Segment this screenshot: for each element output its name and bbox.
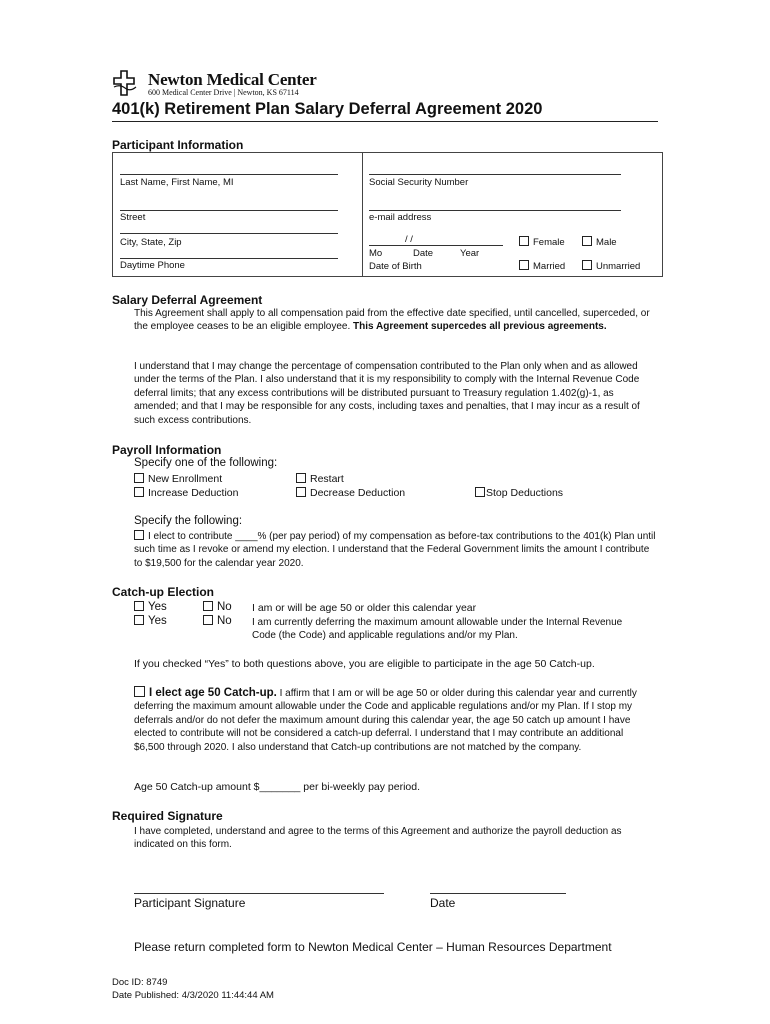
female-option[interactable]: Female [519, 236, 565, 248]
catchup-heading: Catch-up Election [112, 585, 215, 599]
signature-text: I have completed, understand and agree to the terms of this Agreement and authorize the payroll deduction as indicated on this form. [134, 826, 622, 851]
doc-id: Doc ID: 8749 [112, 977, 168, 988]
q1-yes-option[interactable]: Yes [134, 601, 167, 613]
q1-text: I am or will be age 50 or older this calendar year [252, 602, 477, 614]
male-checkbox[interactable] [582, 236, 592, 246]
salary-paragraph-2: I understand that I may change the percentage of compensation contributed to the Plan only when and as allowed under the terms of the Plan. I also understand that it is my responsibility to comply with the Internal Revenue Code deferral limits; that any excess contributions will be distributed pursuant to Treasury regulation 1.402(g)-1, as amended; and that I may be responsible for any costs, including taxes and penalties, that I may incur as a result of such excess contributions. [134, 361, 640, 426]
last-name-label: Last Name, First Name, MI [120, 177, 234, 188]
q1-no-checkbox[interactable] [203, 601, 213, 611]
dob-field[interactable] [369, 245, 503, 246]
logo-name: Newton Medical Center [148, 70, 317, 89]
q2-no-option[interactable]: No [203, 615, 232, 627]
signature-date-field[interactable] [430, 893, 566, 894]
married-checkbox[interactable] [519, 260, 529, 270]
dob-label: Date of Birth [369, 261, 422, 272]
logo-address: 600 Medical Center Drive | Newton, KS 67114 [148, 88, 299, 97]
participant-heading: Participant Information [112, 138, 244, 152]
stop-deductions-option[interactable]: Stop Deductions [475, 487, 563, 499]
increase-deduction-option[interactable]: Increase Deduction [134, 487, 238, 499]
q1-no-option[interactable]: No [203, 601, 232, 613]
q2-yes-option[interactable]: Yes [134, 615, 167, 627]
q1-yes-checkbox[interactable] [134, 601, 144, 611]
q2-no-checkbox[interactable] [203, 615, 213, 625]
new-enrollment-option[interactable]: New Enrollment [134, 473, 222, 485]
eligible-note: If you checked “Yes” to both questions above, you are eligible to participate in the age 50 Catch-up. [134, 658, 595, 670]
participant-signature-label: Participant Signature [134, 896, 246, 910]
decrease-deduction-checkbox[interactable] [296, 487, 306, 497]
payroll-heading: Payroll Information [112, 443, 222, 457]
increase-deduction-checkbox[interactable] [134, 487, 144, 497]
return-note: Please return completed form to Newton Medical Center – Human Resources Department [134, 940, 612, 954]
signature-date-label: Date [430, 896, 456, 910]
daytime-phone-field[interactable] [120, 258, 338, 259]
stop-deductions-checkbox[interactable] [475, 487, 485, 497]
ssn-field[interactable] [369, 174, 621, 175]
newton-medical-cross-logo-icon [112, 70, 138, 96]
salary-heading: Salary Deferral Agreement [112, 293, 263, 307]
specify-label: Specify the following: [134, 515, 243, 527]
name-field[interactable] [120, 174, 338, 175]
daytime-phone-label: Daytime Phone [120, 260, 185, 271]
married-option[interactable]: Married [519, 260, 565, 272]
email-field[interactable] [369, 210, 621, 211]
city-label: City, State, Zip [120, 237, 182, 248]
new-enrollment-checkbox[interactable] [134, 473, 144, 483]
email-label: e-mail address [369, 212, 432, 223]
dob-year-label: Year [460, 248, 480, 259]
catchup-election: I elect age 50 Catch-up. I affirm that I am or will be age 50 or older during this calendar year and currently deferring the maximum amount allowable under the Code and applicable regulations and/or my Plan. If I stop my deferrals and/or do not defer the maximum amount during this calendar year, the age 50 catch up amount I have elected to contribute will not be considered a catch-up deferral. I understand that I may contribute an additional $6,500 through 2020. I also understand that Catch-up contributions are not matched by the company. [134, 687, 637, 753]
catchup-amount-line: Age 50 Catch-up amount $_______ per bi-weekly pay period. [134, 781, 421, 793]
catchup-election-checkbox[interactable] [134, 686, 145, 697]
dob-mo-label: Mo [369, 248, 383, 259]
dob-slashes: / / [405, 234, 413, 245]
female-checkbox[interactable] [519, 236, 529, 246]
restart-option[interactable]: Restart [296, 473, 344, 485]
street-label: Street [120, 212, 146, 223]
elect-contribution-checkbox[interactable] [134, 530, 144, 540]
restart-checkbox[interactable] [296, 473, 306, 483]
page-title: 401(k) Retirement Plan Salary Deferral Agreement 2020 [112, 100, 543, 118]
decrease-deduction-option[interactable]: Decrease Deduction [296, 487, 405, 499]
date-published: Date Published: 4/3/2020 11:44:44 AM [112, 990, 274, 1001]
unmarried-option[interactable]: Unmarried [582, 260, 640, 272]
dob-date-label: Date [413, 248, 434, 259]
male-option[interactable]: Male [582, 236, 617, 248]
specify-one-label: Specify one of the following: [134, 457, 278, 469]
signature-heading: Required Signature [112, 809, 223, 823]
elect-contribution: I elect to contribute ____% (per pay period) of my compensation as before-tax contributions to the 401(k) Plan until such time as I revoke or amend my election. I understand that the Federal Government limits the amount I contribute to $19,500 for the calendar year 2020. [134, 531, 656, 569]
street-field[interactable] [120, 210, 338, 211]
title-divider [112, 121, 658, 122]
q2-text: I am currently deferring the maximum amount allowable under the Internal Revenue Code (the Code) and applicable regulations and/or my Plan. [252, 617, 623, 642]
participant-signature-field[interactable] [134, 893, 384, 894]
q2-yes-checkbox[interactable] [134, 615, 144, 625]
city-field[interactable] [120, 233, 338, 234]
unmarried-checkbox[interactable] [582, 260, 592, 270]
salary-paragraph-1: This Agreement shall apply to all compensation paid from the effective date specified, until cancelled, superceded, or the employee ceases to be an eligible employee. This Agreement supercedes all previous agreements. [134, 308, 650, 333]
participant-box-divider [362, 152, 363, 277]
ssn-label: Social Security Number [369, 177, 469, 188]
